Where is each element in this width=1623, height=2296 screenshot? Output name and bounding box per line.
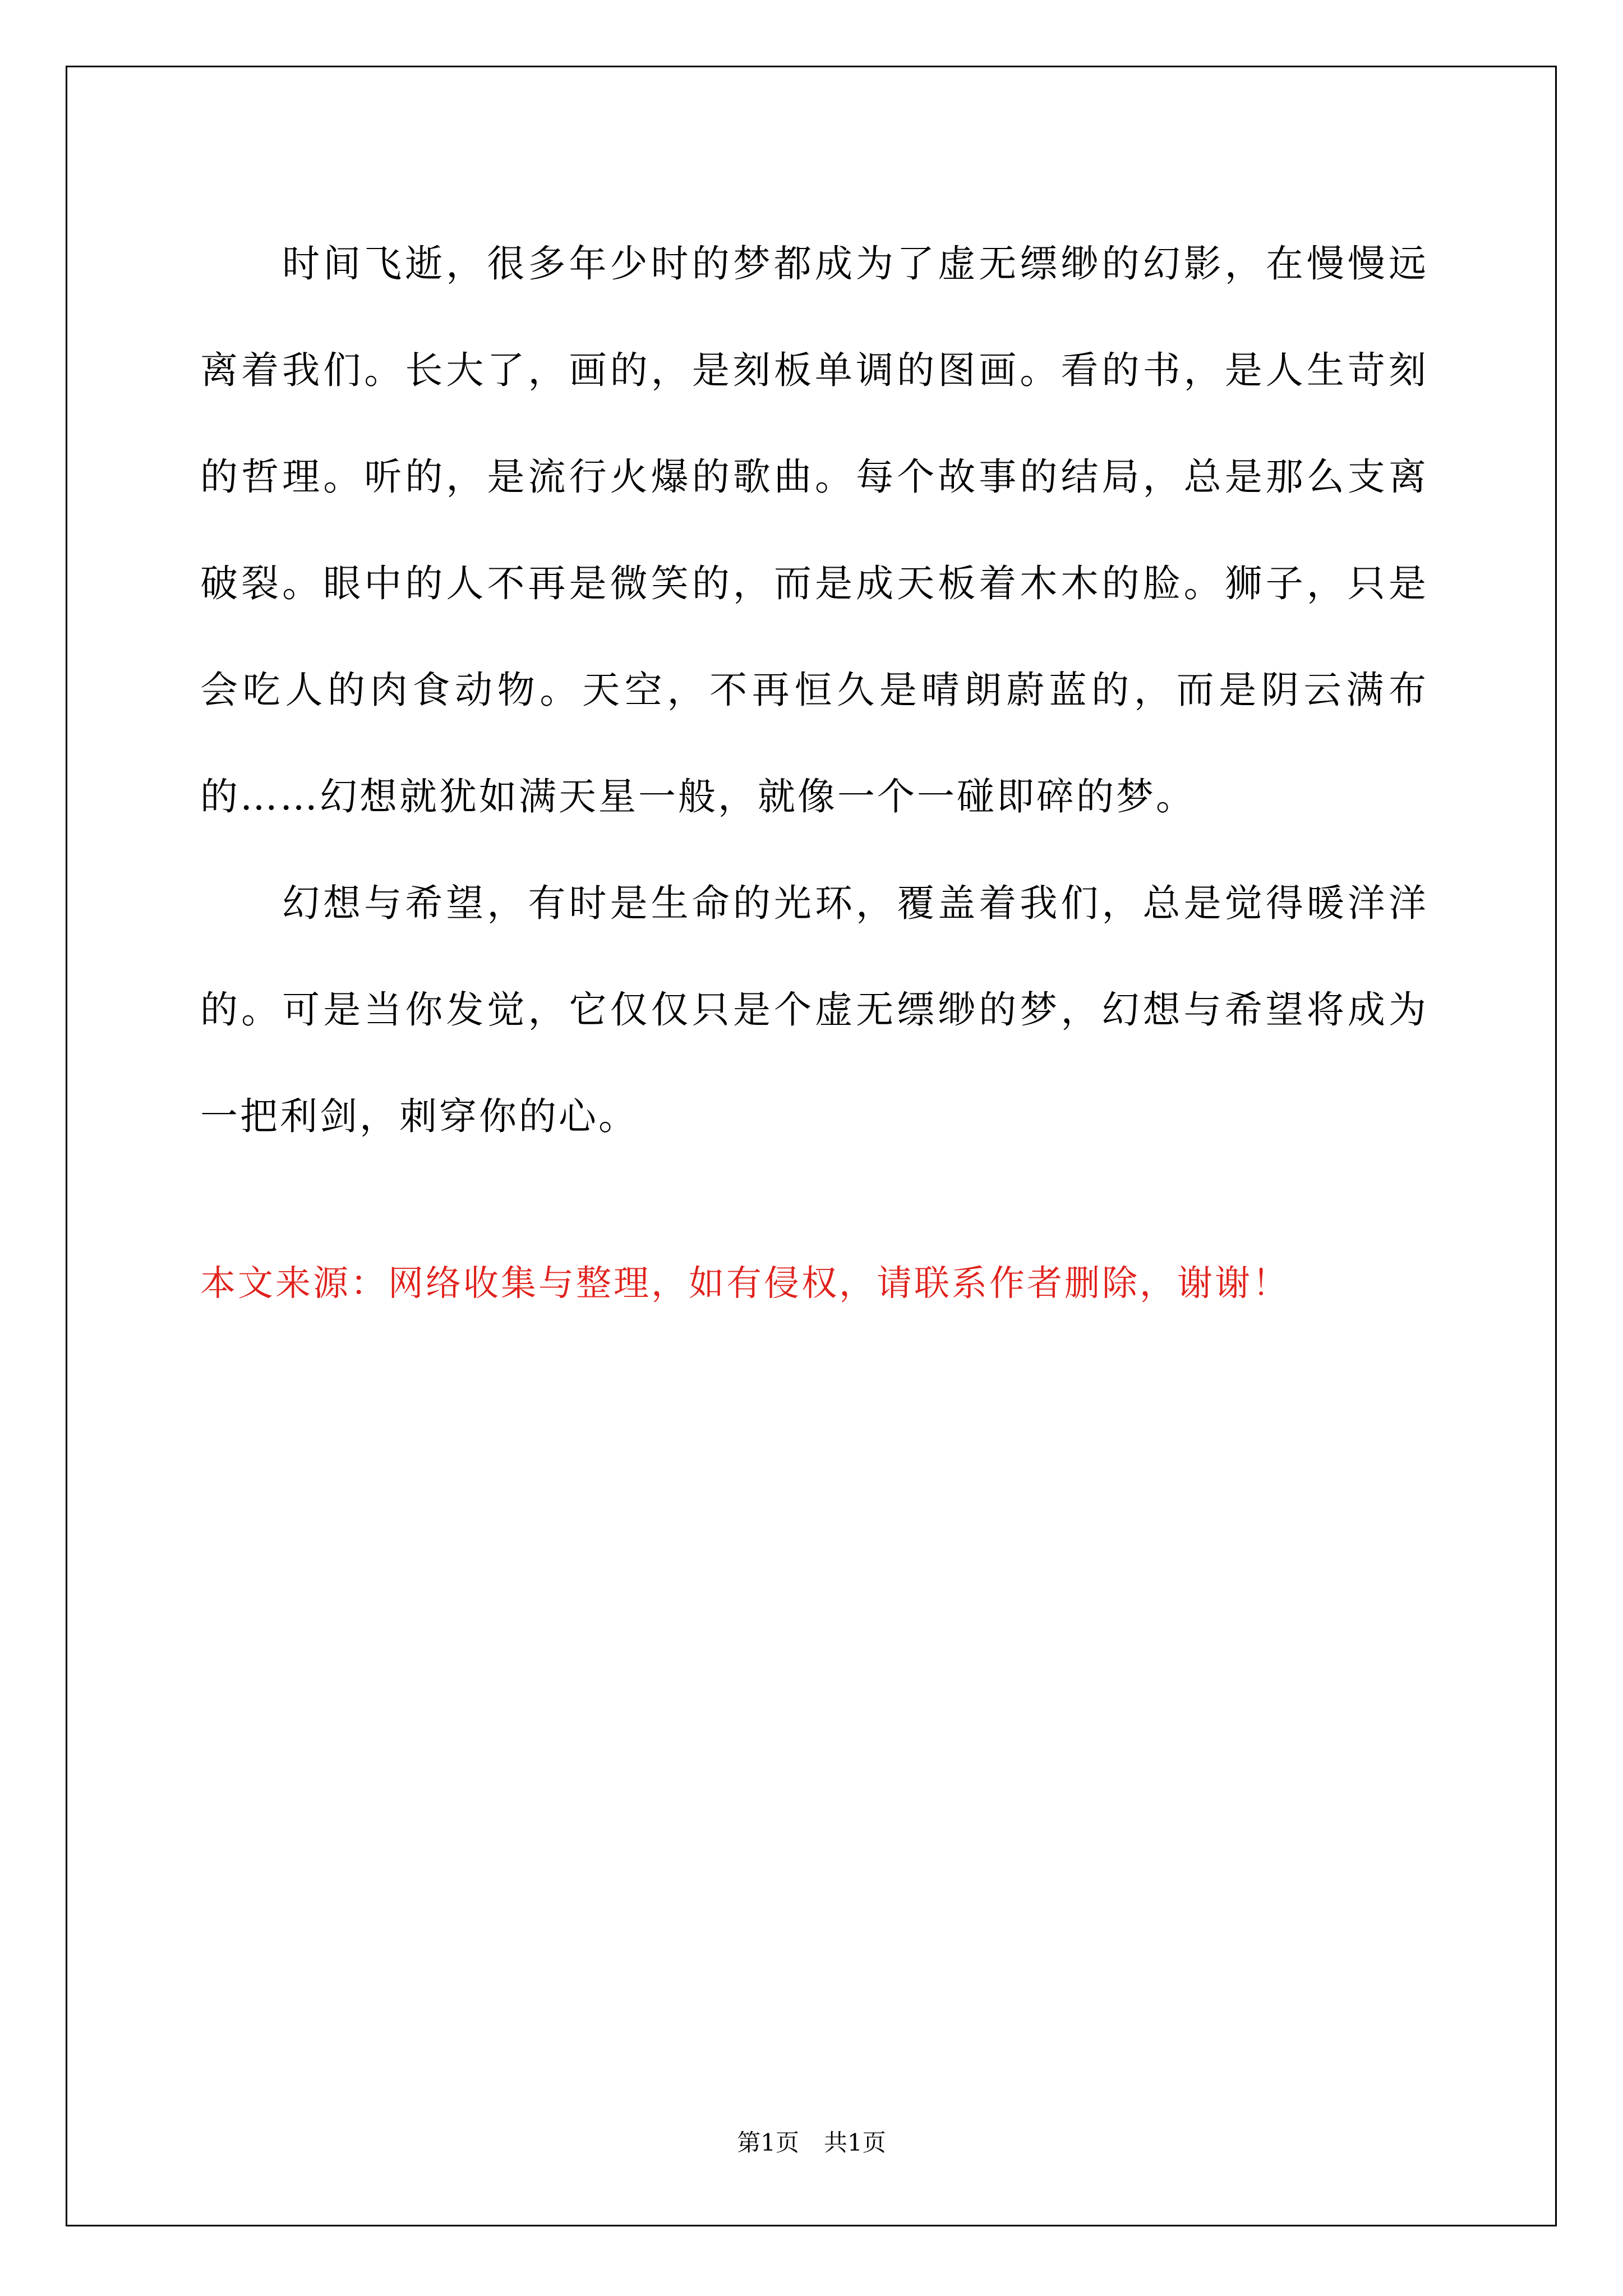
page-footer	[0, 2126, 1623, 2160]
page-number: 第1页	[737, 2129, 799, 2156]
paragraph-1: 时间飞逝，很多年少时的梦都成为了虚无缥缈的幻影，在慢慢远离着我们。长大了，画的，是刻板单调的图画。看的书，是人生苛刻的哲理。听的，是流行火爆的歌曲。每个故事的结局，总是那么支离破裂。眼中的人不再是微笑的，而是成天板着木木的脸。狮子，只是会吃人的肉食动物。天空，不再恒久是晴朗蔚蓝的，而是阴云满布的……幻想就犹如满天星一般，就像一个一碰即碎的梦。	[200, 242, 1428, 818]
source-notice: 本文来源：网络收集与整理，如有侵权，请联系作者删除，谢谢！	[200, 1263, 1290, 1304]
document-body	[200, 210, 1428, 1170]
paragraph-2: 幻想与希望，有时是生命的光环，覆盖着我们，总是觉得暖洋洋的。可是当你发觉，它仅仅只是个虚无缥缈的梦，幻想与希望将成为一把利剑，刺穿你的心。	[200, 881, 1428, 1138]
page-total: 共1页	[824, 2129, 886, 2156]
